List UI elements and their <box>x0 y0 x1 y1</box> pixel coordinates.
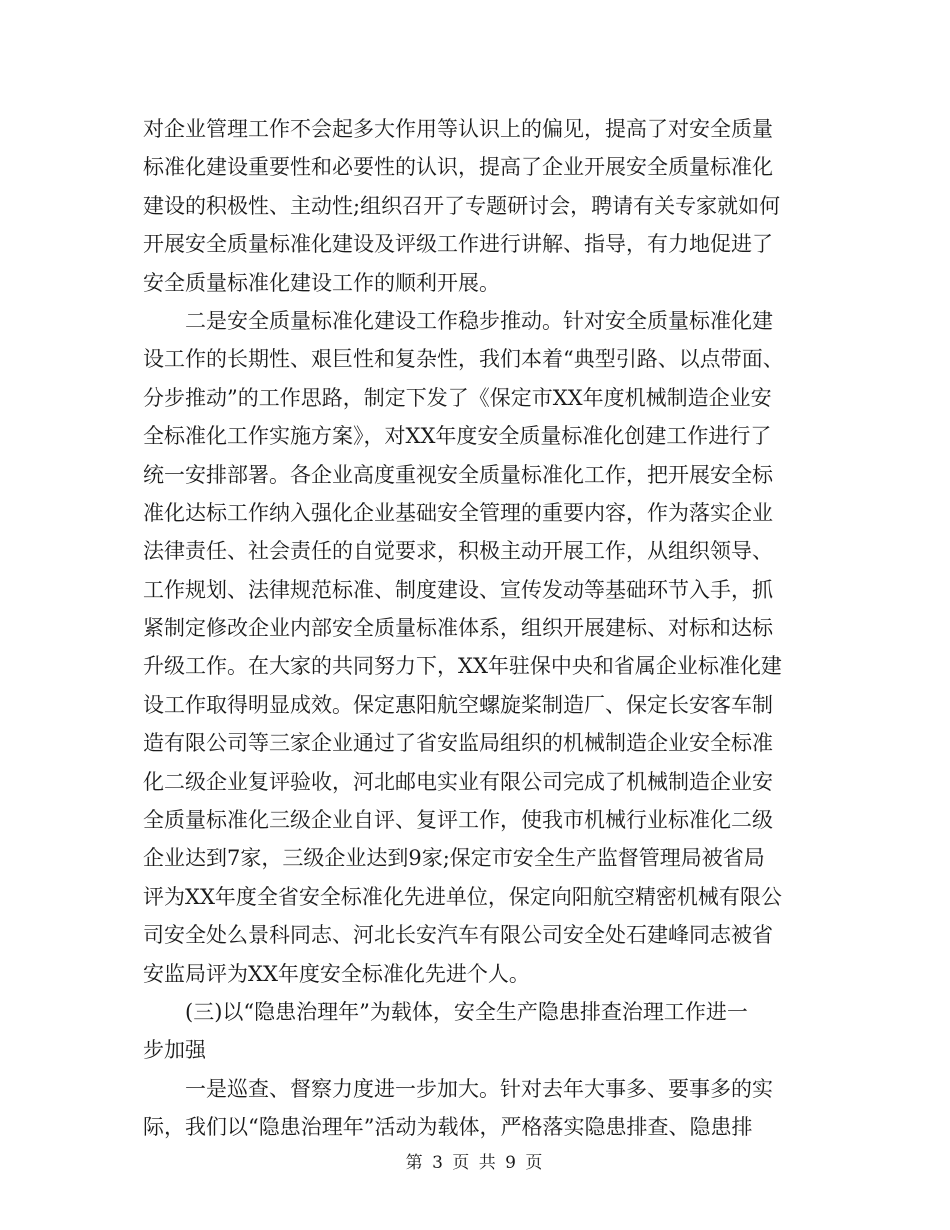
text-line: 工作规划、法律规范标准、制度建设、宣传发动等基础环节入手，抓 <box>143 577 773 602</box>
section-heading-line: (三)以“隐患治理年”为载体，安全生产隐患排查治理工作进一 <box>185 999 748 1024</box>
text-line: 设工作取得明显成效。保定惠阳航空螺旋桨制造厂、保定长安客车制 <box>143 692 773 717</box>
text-line: 法律责任、社会责任的自觉要求，积极主动开展工作，从组织领导、 <box>143 539 773 564</box>
text-line: 造有限公司等三家企业通过了省安监局组织的机械制造企业安全标准 <box>143 731 773 756</box>
text-line: 建设的积极性、主动性;组织召开了专题研讨会，聘请有关专家就如何 <box>143 193 781 218</box>
text-line: 分步推动”的工作思路，制定下发了《保定市XX年度机械制造企业安 <box>143 385 772 410</box>
text-line: 对企业管理工作不会起多大作用等认识上的偏见，提高了对安全质量 <box>143 117 773 141</box>
text-line: 化二级企业复评验收，河北邮电实业有限公司完成了机械制造企业安 <box>143 769 773 794</box>
text-line: 际，我们以“隐患治理年”活动为载体，严格落实隐患排查、隐患排 <box>143 1115 753 1140</box>
text-line: 评为XX年度全省安全标准化先进单位，保定向阳航空精密机械有限公 <box>143 884 782 909</box>
text-line: 安全质量标准化建设工作的顺利开展。 <box>143 270 500 295</box>
text-line: 升级工作。在大家的共同努力下，XX年驻保中央和省属企业标准化建 <box>143 654 782 679</box>
text-line: 企业达到7家，三级企业达到9家;保定市安全生产监督管理局被省局 <box>143 846 765 871</box>
text-line: 紧制定修改企业内部安全质量标准体系，组织开展建标、对标和达标 <box>143 616 773 641</box>
paragraph-start-line: 一是巡查、督察力度进一步加大。针对去年大事多、要事多的实 <box>185 1076 773 1101</box>
text-line: 全标准化工作实施方案》，对XX年度安全质量标准化创建工作进行了 <box>143 424 772 449</box>
text-line: 全质量标准化三级企业自评、复评工作，使我市机械行业标准化二级 <box>143 808 773 833</box>
text-line: 安监局评为XX年度安全标准化先进个人。 <box>143 961 530 986</box>
paragraph-start-line: 二是安全质量标准化建设工作稳步推动。针对安全质量标准化建 <box>185 308 773 333</box>
section-heading-line: 步加强 <box>143 1038 206 1063</box>
text-line: 准化达标工作纳入强化企业基础安全管理的重要内容，作为落实企业 <box>143 500 773 525</box>
page-number-footer: 第 3 页 共 9 页 <box>405 1153 545 1173</box>
text-line: 设工作的长期性、艰巨性和复杂性，我们本着“典型引路、以点带面、 <box>143 347 784 372</box>
text-line: 司安全处么景科同志、河北长安汽车有限公司安全处石建峰同志被省 <box>143 923 773 948</box>
text-line: 统一安排部署。各企业高度重视安全质量标准化工作，把开展安全标 <box>143 462 773 487</box>
text-line: 开展安全质量标准化建设及评级工作进行讲解、指导，有力地促进了 <box>143 232 773 257</box>
text-line: 标准化建设重要性和必要性的认识，提高了企业开展安全质量标准化 <box>143 155 773 180</box>
document-body <box>143 110 813 1147</box>
